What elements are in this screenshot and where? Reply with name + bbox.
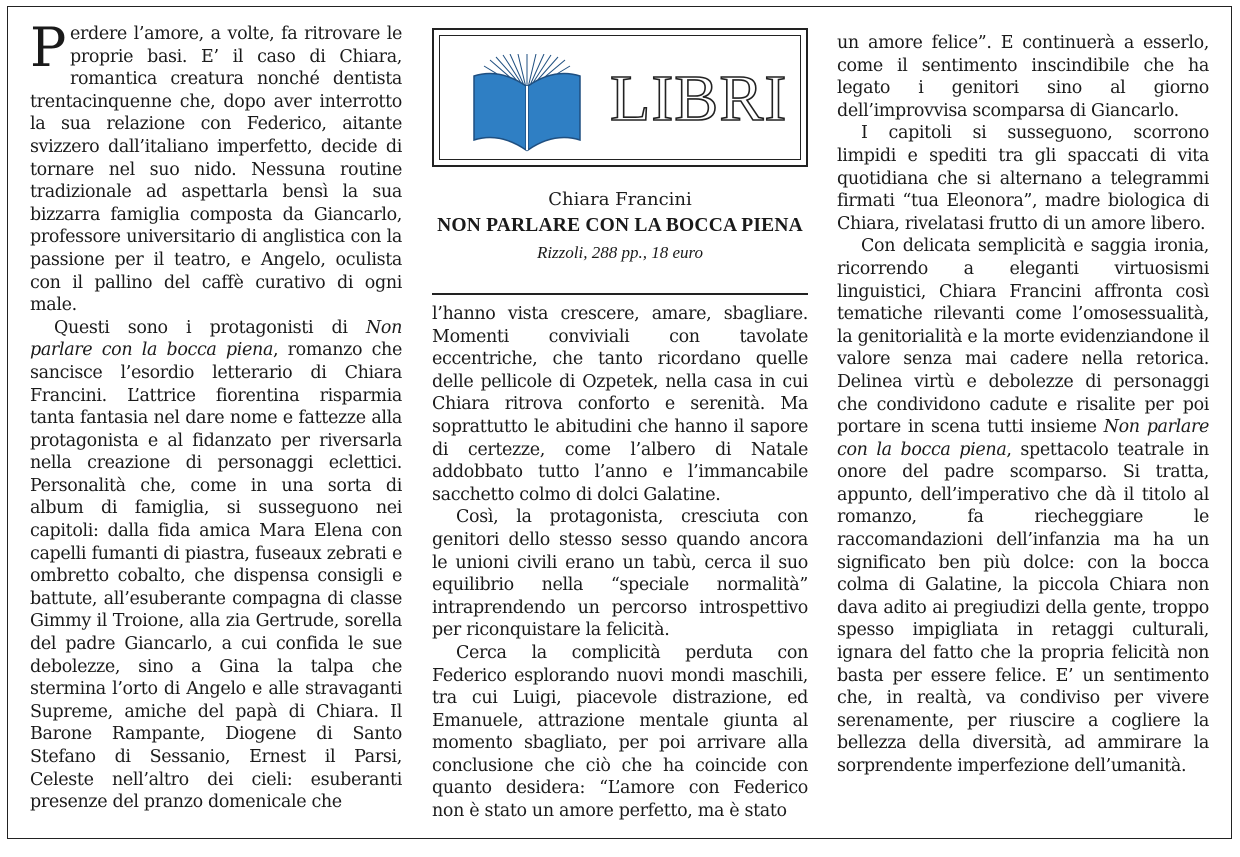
paragraph-4-continued: un amore felice”. E continuerà a esserlo, come il sentimento inscindibile che ha legato i genitori sino al giorno dell’improvvisa scomparsa di Giancarlo. bbox=[837, 33, 1209, 121]
book-author: Chiara Francini bbox=[548, 189, 692, 210]
paragraph-6-text-a: Con delicata semplicità e saggia ironia, ricorrendo a eleganti virtuosismi linguistici, Chiara Francini affronta così tematiche rilevanti come l’omosessualità, la genitorialità e la morte evidenziandone il valore senza mai cadere nella retorica. Delinea virtù e debolezze di personaggi che condividono cadute e risalite per poi portare in scena tutti insieme bbox=[837, 236, 1209, 438]
article-paragraph-3: Così, la protagonista, cresciuta con genitori dello stesso sesso quando ancora le unioni civili erano un tabù, cerca il suo equilibrio nella “speciale normalità” intraprendendo un percorso introspettivo per riconquistare la felicità. bbox=[432, 507, 808, 641]
article-paragraph-2 bbox=[30, 317, 402, 814]
paragraph-2-continued: l’hanno vista crescere, amare, sbagliare. Momenti conviviali con tavolate eccentriche, che tanto ricordano quelle delle pellicole di Ozpetek, nella casa in cui Chiara ritrova conforto e serenità. Ma soprattutto le abitudini che hanno il sapore di certezze, come l’albero di Natale addobbato tutto l’anno e l’immancabile sacchetto colmo di dolci Galatine. bbox=[432, 304, 808, 505]
libri-masthead bbox=[432, 28, 808, 167]
paragraph-2-text-b: , romanzo che sancisce l’esordio letterario di Chiara Francini. L’attrice fiorentina risparmia tanta fantasia nel dare nome e fattezze alla protagonista e al fidanzato per riversarla nella creazione di personaggi eclettici. Personalità che, come in una sorta di album di famiglia, si susseguono nei capitoli: dalla fida amica Mara Elena con capelli fumanti di piastra, fuseaux zebrati e ombretto cobalto, che dispensa consigli e battute, all’esuberante compagna di classe Gimmy il Troione, alla zia Gertrude, sorella del padre Giancarlo, a cui confida le sue debolezze, sino a Gina la talpa che stermina l’orto di Angelo e alle stravaganti Supreme, amiche del papà di Chiara. Il Barone Rampante, Diogene di Santo Stefano di Sessanio, Ernest il Parsi, Celeste nell’altro dei cieli: esuberanti presenze del pranzo domenicale che bbox=[30, 340, 402, 813]
book-title: NON PARLARE CON LA BOCCA PIENA bbox=[437, 215, 803, 236]
article-column-1 bbox=[30, 16, 402, 814]
open-book-icon bbox=[470, 54, 585, 152]
article-column-2 bbox=[432, 303, 808, 823]
article-paragraph-6 bbox=[837, 235, 1209, 777]
section-divider bbox=[432, 293, 808, 295]
book-info bbox=[432, 187, 808, 267]
paragraph-1-text: erdere l’amore, a volte, fa ritrovare le proprie basi. E’ il caso di Chiara, romantica creatura nonché dentista trentacinquenne che, dopo aver interrotto la sua relazione con Federico, aitante svizzero dall’italiano imperfetto, decide di tornare nel suo nido. Nessuna routine tradizionale ad aspettarla bensì la sua bizzarra famiglia composta da Giancarlo, professore universitario di anglistica con la passione per il teatro, e Angelo, oculista con il pallino del caffè curativo di ogni male. bbox=[30, 24, 402, 316]
masthead-inner-frame bbox=[439, 35, 801, 160]
paragraph-6-text-b: , spettacolo teatrale in onore del padre scomparso. Si tratta, appunto, dell’imperativo che dà il titolo al romanzo, fa riecheggiare le raccomandazioni dell’infanzia ma ha un significato ben più dolce: con la bocca colma di Galatine, la piccola Chiara non dava adito ai pregiudizi della gente, troppo spesso impigliata in retaggi culturali, ignara del fatto che la propria felicità non basta per essere felice. E’ un sentimento che, in realtà, va condiviso per vivere serenamente, per riuscire a cogliere la bellezza della diversità, ad ammirare la sorprendente imperfezione dell’umanità. bbox=[837, 439, 1209, 776]
book-title-italic-2: Non parlare con la bocca piena bbox=[837, 417, 1209, 460]
article-column-3 bbox=[837, 32, 1209, 778]
section-title: LIBRI bbox=[610, 62, 788, 135]
article-paragraph-4: Cerca la complicità perduta con Federico esplorando nuovi mondi maschili, tra cui Luigi, piacevole distrazione, ed Emanuele, attrazione mentale giunta al momento sbagliato, per poi arrivare alla conclusione che ciò che ha coincide con quanto desidera: “L’amore con Federico non è stato un amore perfetto, ma è stato bbox=[432, 642, 808, 822]
article-paragraph-1 bbox=[30, 16, 402, 317]
book-title-italic: Non parlare con la bocca piena bbox=[30, 317, 402, 361]
article-paragraph-5: I capitoli si susseguono, scorrono limpidi e spediti tra gli spaccati di vita quotidiana che si alternano a telegrammi firmati “tua Eleonora”, madre biologica di Chiara, rivelatasi frutto di un amore libero. bbox=[837, 123, 1209, 234]
book-publication: Rizzoli, 288 pp., 18 euro bbox=[536, 243, 704, 262]
drop-cap: P bbox=[30, 16, 66, 79]
paragraph-2-text-a: Questi sono i protagonisti di bbox=[54, 317, 366, 338]
